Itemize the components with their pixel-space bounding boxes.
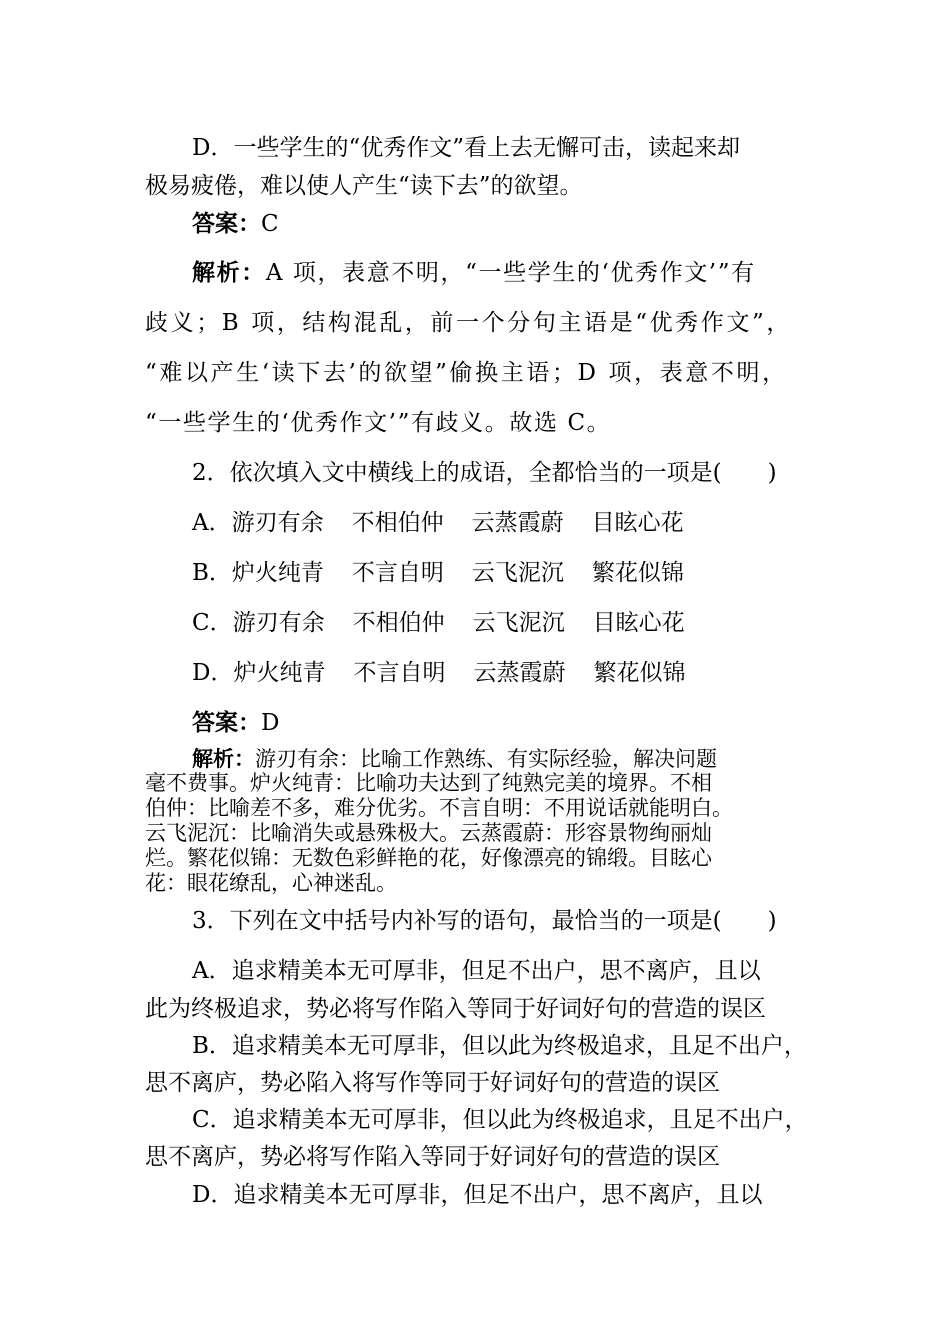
answer-label: 答案： [192, 709, 261, 736]
q1-option-d-line1: D．一些学生的“优秀作文”看上去无懈可击，读起来却 [192, 135, 740, 161]
q2-analysis-line6: 花：眼花缭乱，心神迷乱。 [145, 871, 397, 895]
q3-option-a-line1: A．追求精美本无可厚非，但足不出户，思不离庐，且以 [192, 958, 761, 984]
q2-analysis-line1: 解析：游刃有余：比喻工作熟练、有实际经验，解决问题 [192, 746, 717, 771]
q1-analysis-line1: 解析：A 项，表意不明，“一些学生的‘优秀作文’”有 [192, 259, 756, 286]
q3-option-d-line1: D．追求精美本无可厚非，但足不出户，思不离庐，且以 [192, 1182, 763, 1208]
q1-analysis-line2: 歧义；B 项，结构混乱，前一个分句主语是“优秀作文”， [145, 310, 792, 336]
q2-option-d: D．炉火纯青 不言自明 云蒸霞蔚 繁花似锦 [192, 660, 686, 686]
q3-option-b-line2: 思不离庐，势必陷入将写作等同于好词好句的营造的误区 [145, 1070, 720, 1096]
q2-analysis-line5: 烂。繁花似锦：无数色彩鲜艳的花，好像漂亮的锦缎。目眩心 [145, 846, 712, 870]
q2-answer [192, 709, 279, 737]
q2-analysis-line3: 伯仲：比喻差不多，难分优劣。不言自明：不用说话就能明白。 [145, 796, 733, 820]
q2-analysis-line2: 毫不费事。炉火纯青：比喻功夫达到了纯熟完美的境界。不相 [145, 771, 712, 795]
q2-stem: 2．依次填入文中横线上的成语，全都恰当的一项是( ) [192, 460, 777, 486]
q1-answer [192, 210, 279, 238]
q3-option-c-line1: C．追求精美本无可厚非，但以此为终极追求，且足不出户， [192, 1107, 808, 1133]
answer-value: D [261, 710, 280, 736]
answer-value: C [261, 211, 279, 237]
q3-option-b-line1: B．追求精美本无可厚非，但以此为终极追求，且足不出户， [192, 1033, 807, 1059]
q2-option-b: B．炉火纯青 不言自明 云飞泥沉 繁花似锦 [192, 560, 684, 586]
q1-analysis-line4: “一些学生的‘优秀作文’”有歧义。故选 C。 [145, 410, 612, 436]
q2-option-a: A．游刃有余 不相伯仲 云蒸霞蔚 目眩心花 [192, 510, 684, 536]
analysis-label: 解析： [192, 259, 266, 286]
q3-stem: 3．下列在文中括号内补写的语句，最恰当的一项是( ) [192, 908, 777, 934]
answer-label: 答案： [192, 210, 261, 237]
q1-analysis-line3: “难以产生‘读下去’的欲望”偷换主语；D 项，表意不明， [145, 360, 788, 386]
analysis-label: 解析： [192, 746, 255, 771]
q1-option-d-line2: 极易疲倦，难以使人产生“读下去”的欲望。 [145, 173, 583, 199]
q2-option-c: C．游刃有余 不相伯仲 云飞泥沉 目眩心花 [192, 610, 685, 636]
q3-option-c-line2: 思不离庐，势必将写作陷入等同于好词好句的营造的误区 [145, 1144, 720, 1170]
q2-analysis-line4: 云飞泥沉：比喻消失或悬殊极大。云蒸霞蔚：形容景物绚丽灿 [145, 821, 712, 845]
q3-option-a-line2: 此为终极追求，势必将写作陷入等同于好词好句的营造的误区 [145, 996, 766, 1022]
